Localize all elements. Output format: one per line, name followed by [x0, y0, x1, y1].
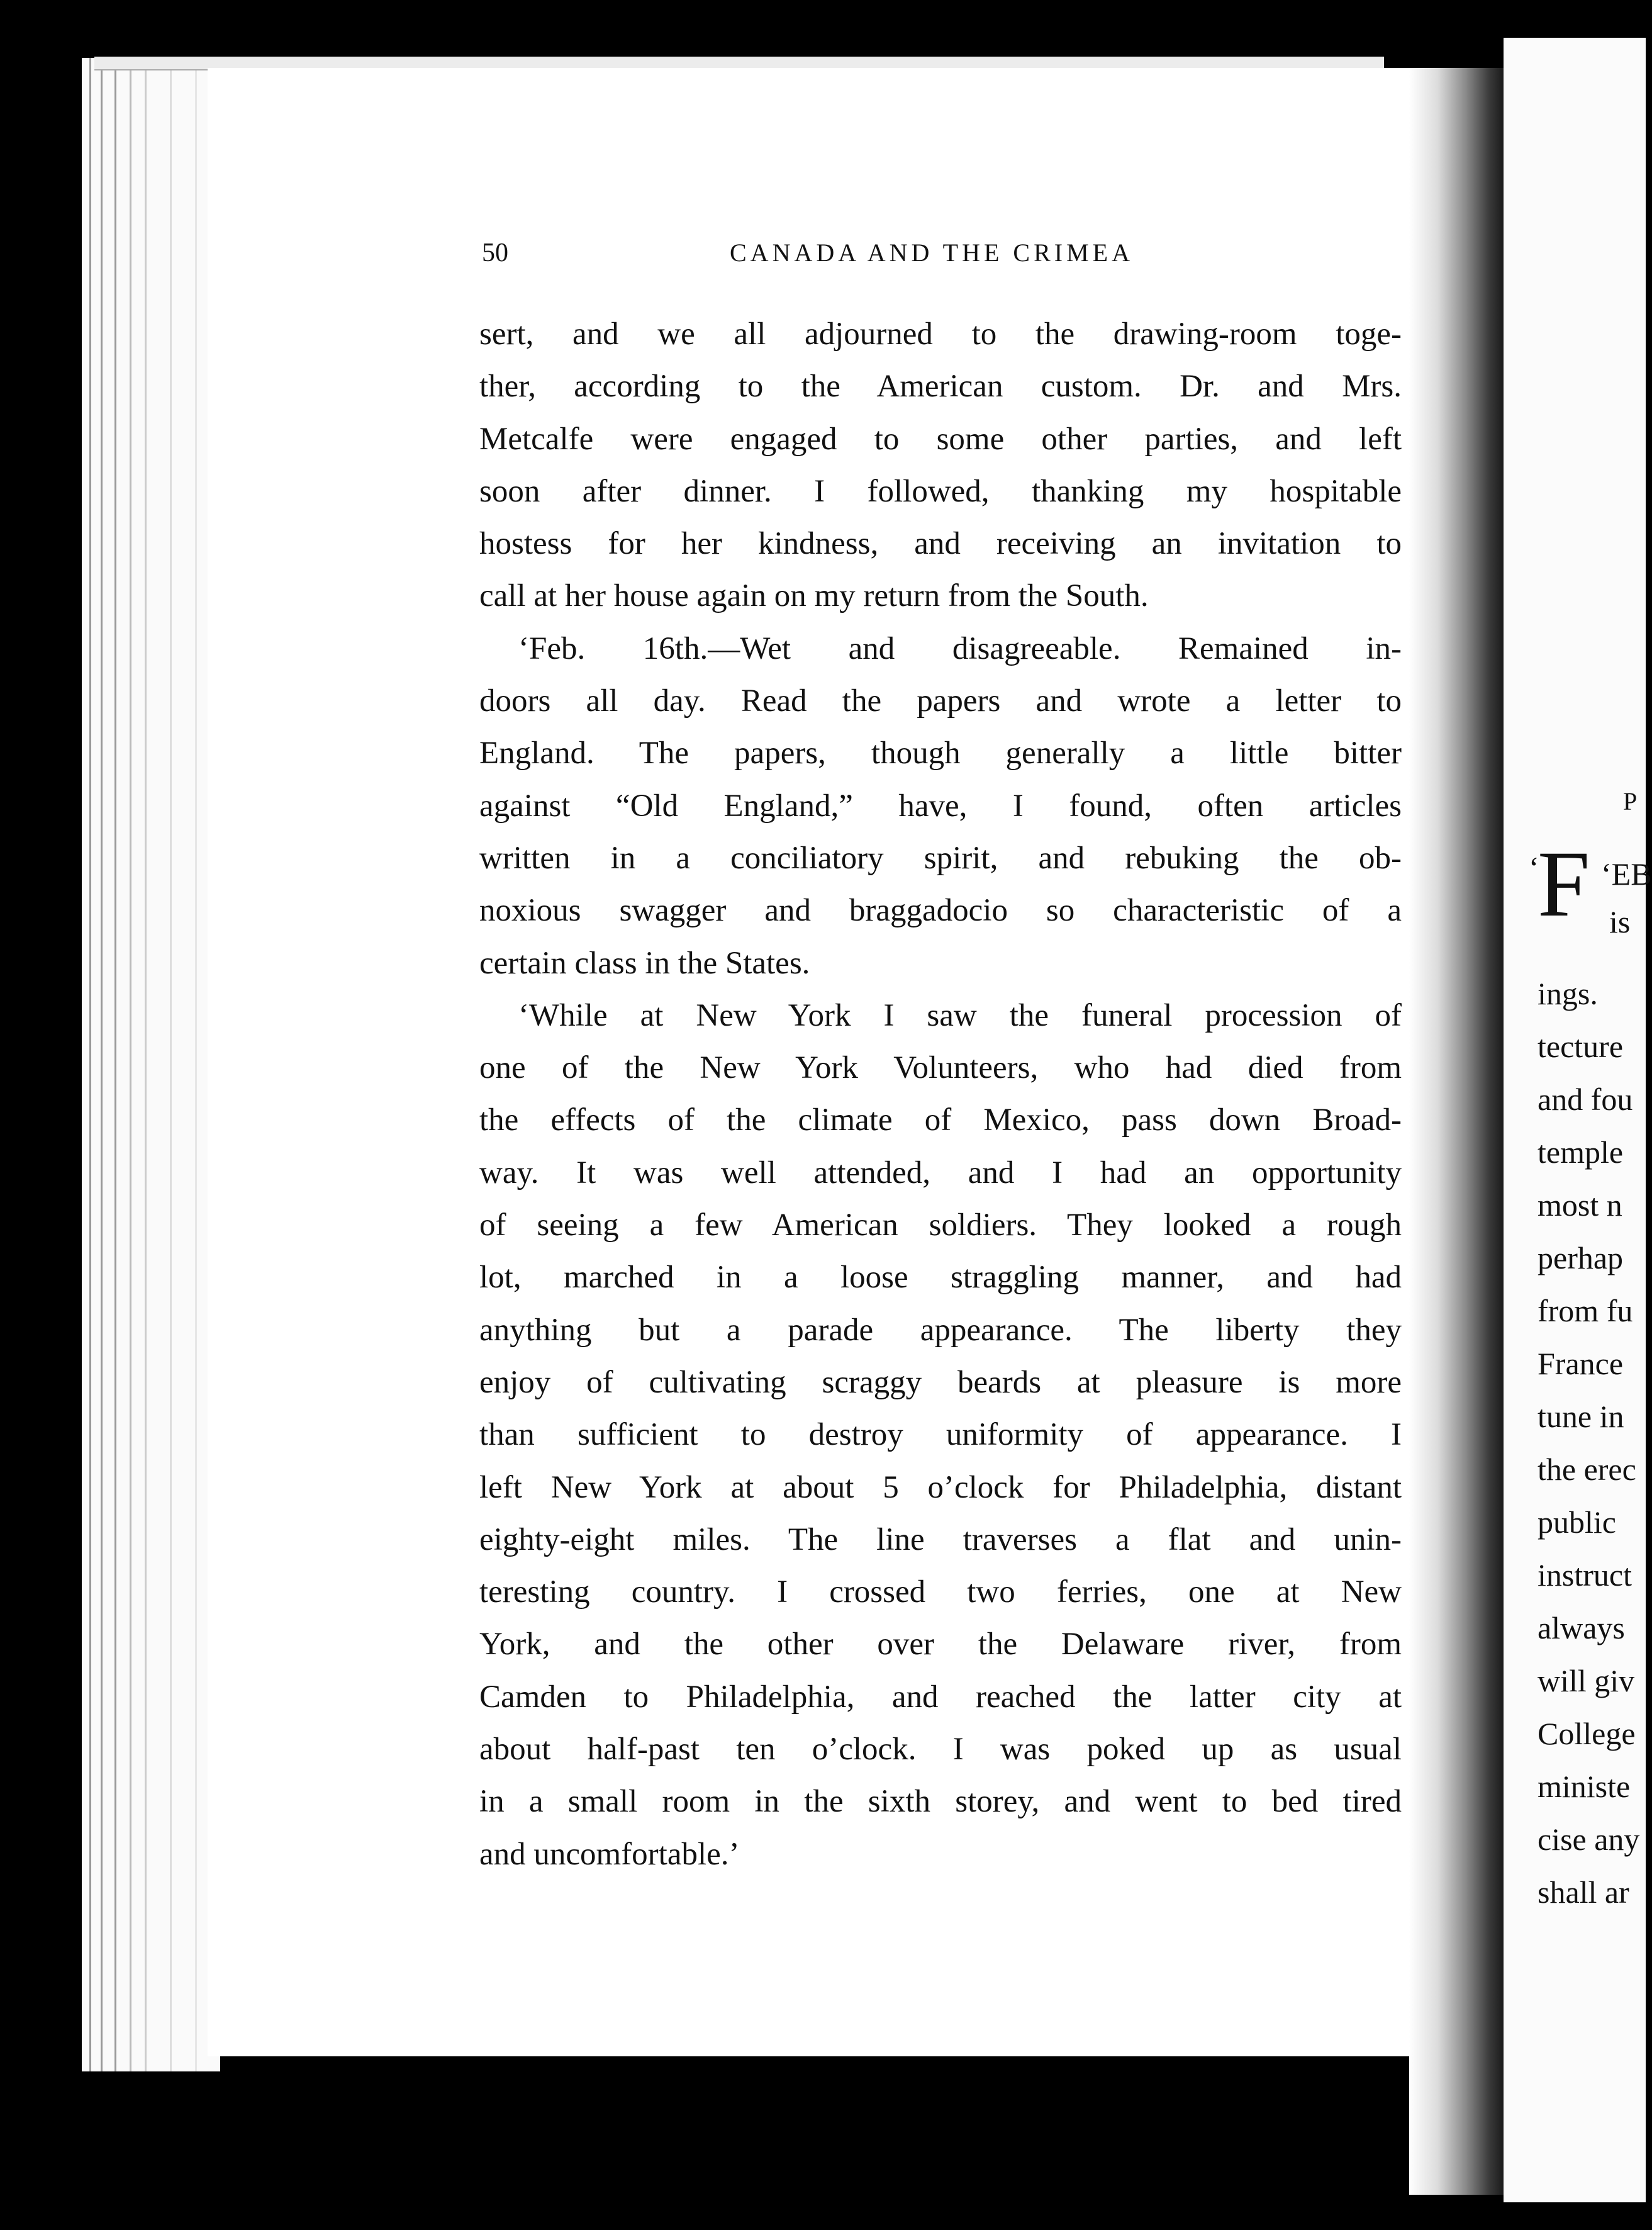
facing-page-line: tecture — [1538, 1029, 1624, 1064]
text-line: ther, according to the American custom. Dr. and Mrs. — [479, 369, 1402, 405]
text-line: against “Old England,” have, I found, often articles — [479, 788, 1402, 824]
text-line: ‘Feb. 16th.—Wet and disagreeable. Remained in- — [518, 630, 1402, 666]
text-line: way. It was well attended, and I had an opportunity — [479, 1155, 1402, 1191]
facing-page-line: ministe — [1538, 1769, 1631, 1804]
facing-page-line: public — [1538, 1504, 1616, 1540]
text-line: ‘While at New York I saw the funeral procession of — [518, 997, 1402, 1033]
book-page-edges — [82, 58, 220, 2071]
facing-page-line: College — [1538, 1716, 1636, 1751]
text-line: about half-past ten o’clock. I was poked up as usual — [479, 1732, 1402, 1768]
page-number: 50 — [482, 238, 508, 267]
running-title: CANADA AND THE CRIMEA — [730, 238, 1134, 267]
text-line: eighty-eight miles. The line traverses a flat and unin- — [479, 1521, 1402, 1557]
page-edge-line — [195, 58, 197, 2071]
facing-page — [1504, 38, 1652, 2202]
facing-page-quote-mark: ‘ — [1529, 850, 1539, 885]
text-line: sert, and we all adjourned to the drawing-room toge- — [479, 317, 1402, 352]
text-line: in a small room in the sixth storey, and went to bed tired — [479, 1784, 1402, 1820]
facing-page-dropcap: F — [1538, 832, 1590, 936]
facing-page-line: from fu — [1538, 1293, 1633, 1328]
text-line: the effects of the climate of Mexico, pass down Broad- — [479, 1102, 1402, 1138]
page-body-text — [479, 308, 1402, 1881]
facing-page-heading: P — [1623, 787, 1638, 815]
page-edge-line — [89, 58, 91, 2071]
page-edge-line — [101, 58, 103, 2071]
text-line: than sufficient to destroy uniformity of appearance. I — [479, 1417, 1402, 1453]
facing-page-line: ‘EB — [1601, 856, 1652, 892]
text-line: left New York at about 5 o’clock for Philadelphia, distant — [479, 1469, 1402, 1505]
facing-page-line: temple — [1538, 1135, 1624, 1170]
text-line: enjoy of cultivating scraggy beards at pleasure is more — [479, 1364, 1402, 1400]
text-line: England. The papers, though generally a little bitter — [479, 736, 1402, 771]
facing-page-line: most n — [1538, 1187, 1622, 1223]
text-line: York, and the other over the Delaware river, from — [479, 1627, 1402, 1662]
facing-page-line: is — [1609, 904, 1631, 939]
text-line: Metcalfe were engaged to some other parties, and left — [479, 421, 1402, 457]
text-line: teresting country. I crossed two ferries, one at New — [479, 1574, 1402, 1610]
facing-page-line: ings. — [1538, 976, 1598, 1011]
facing-page-line: perhap — [1538, 1240, 1624, 1275]
page-edge-line — [114, 58, 116, 2071]
text-line: doors all day. Read the papers and wrote a letter to — [479, 683, 1402, 719]
text-line: and uncomfortable.’ — [479, 1836, 740, 1872]
book-gutter-shadow — [1409, 68, 1504, 2195]
facing-page-line: France — [1538, 1346, 1624, 1381]
page-edge-line — [170, 58, 172, 2071]
facing-page-line: instruct — [1538, 1557, 1632, 1593]
facing-page-line: will giv — [1538, 1663, 1635, 1698]
text-line: noxious swagger and braggadocio so characteristic of a — [479, 893, 1402, 929]
text-line: call at her house again on my return from the South. — [479, 578, 1149, 614]
text-line: certain class in the States. — [479, 945, 810, 981]
facing-page-line: shall ar — [1538, 1874, 1629, 1910]
facing-page-line: cise any — [1538, 1822, 1640, 1857]
page-edge-line — [145, 58, 147, 2071]
page-edge-line — [130, 58, 131, 2071]
text-line: soon after dinner. I followed, thanking my hospitable — [479, 473, 1402, 509]
text-line: anything but a parade appearance. The liberty they — [479, 1312, 1402, 1348]
facing-page-line: the erec — [1538, 1452, 1636, 1487]
text-line: lot, marched in a loose straggling manner, and had — [479, 1260, 1402, 1296]
text-line: written in a conciliatory spirit, and rebuking the ob- — [479, 840, 1402, 876]
facing-page-line: always — [1538, 1610, 1625, 1645]
text-line: Camden to Philadelphia, and reached the latter city at — [479, 1679, 1402, 1715]
facing-page-line: tune in — [1538, 1399, 1624, 1434]
text-line: one of the New York Volunteers, who had died from — [479, 1050, 1402, 1086]
facing-page-line: and fou — [1538, 1082, 1633, 1117]
text-line: hostess for her kindness, and receiving an invitation to — [479, 526, 1402, 562]
text-line: of seeing a few American soldiers. They looked a rough — [479, 1207, 1402, 1243]
